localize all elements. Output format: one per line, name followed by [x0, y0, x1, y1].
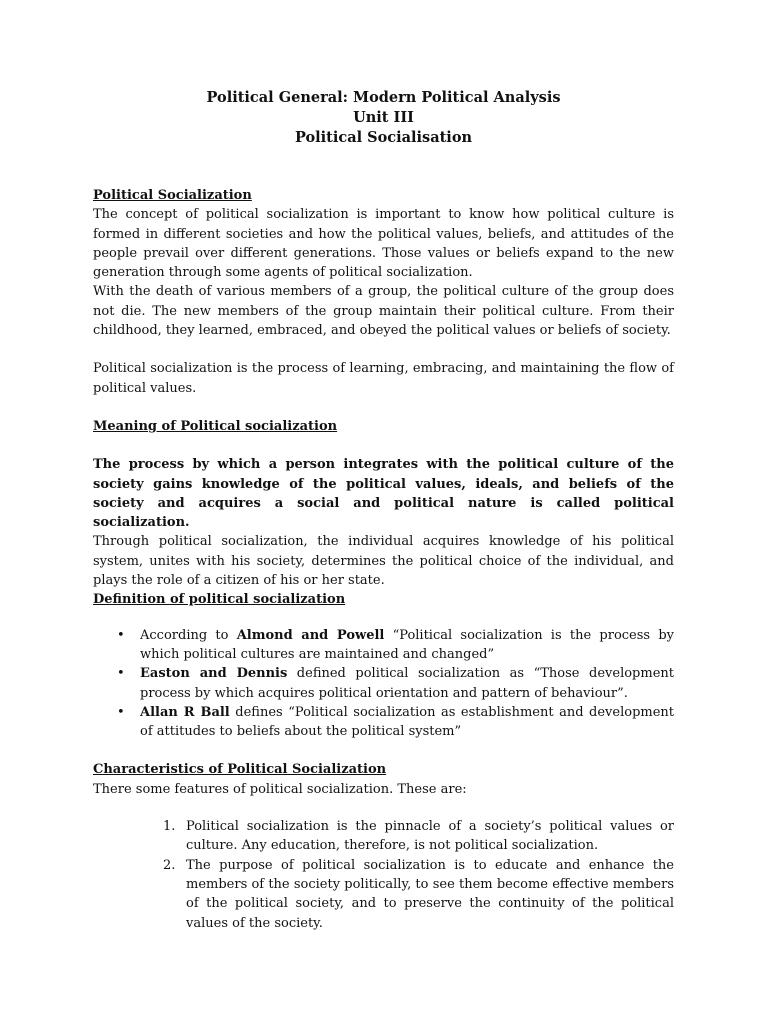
- list-item: 1. Political socialization is the pinnacle of a society’s political values or culture. Any education, therefore, is not political socialization.: [163, 819, 674, 854]
- section-characteristics: [93, 760, 674, 932]
- section-heading: Meaning of Political socialization: [93, 418, 338, 434]
- list-item: • Allan R Ball defines “Political socialization as establishment and development of attitudes to beliefs about the political system”: [117, 704, 675, 740]
- definition-list: [93, 626, 674, 742]
- title-line-unit: Unit III: [353, 109, 414, 126]
- list-item: 2. The purpose of political socialization is to educate and enhance the members of the society politically, to see them become effective members of the political society, and to preserve the continuity of the political values of the society.: [163, 857, 674, 931]
- paragraph: Political socialization is the process of learning, embracing, and maintaining the flow of political values.: [93, 361, 674, 396]
- section-heading: Definition of political socialization: [93, 592, 346, 608]
- section-political-socialization: [93, 186, 674, 398]
- list-number: 2.: [163, 857, 176, 873]
- author-name: Almond and Powell: [236, 627, 385, 643]
- author-name: Easton and Dennis: [140, 666, 288, 682]
- paragraph: There some features of political socialization. These are:: [93, 781, 467, 797]
- bullet-icon: •: [117, 704, 125, 720]
- list-number: 1.: [163, 819, 176, 835]
- characteristics-list: [93, 817, 674, 933]
- bullet-icon: •: [117, 627, 125, 643]
- paragraph: With the death of various members of a group, the political culture of the group does not die. The new members of the group maintain their political culture. From their childhood, they learned, embraced, and obeyed the political values or beliefs of society.: [93, 284, 674, 339]
- list-item: • Easton and Dennis defined political socialization as “Those development process by which acquires political orientation and pattern of behaviour”.: [117, 666, 674, 701]
- section-heading: Characteristics of Political Socialization: [93, 762, 387, 778]
- definition-paragraph: The process by which a person integrates with the political culture of the society gains knowledge of the political values, ideals, and beliefs of the society and acquires a social and political nature is called political socialization.: [93, 457, 674, 531]
- bullet-icon: •: [117, 666, 125, 682]
- title-line-course: Political General: Modern Political Analysis: [206, 89, 561, 106]
- document-title: [93, 88, 674, 148]
- paragraph: Through political socialization, the individual acquires knowledge of his political system, unites with his society, determines the political choice of the individual, and plays the role of a citizen of his or her state.: [93, 534, 674, 589]
- section-definition: [93, 590, 674, 741]
- document-page: [93, 88, 674, 933]
- list-item: • According to Almond and Powell “Political socialization is the process by which political cultures are maintained and changed”: [117, 627, 674, 662]
- section-meaning: [93, 417, 674, 590]
- author-name: Allan R Ball: [140, 704, 230, 720]
- title-line-topic: Political Socialisation: [294, 129, 473, 146]
- paragraph: The concept of political socialization is important to know how political culture is formed in different societies and how the political values, beliefs, and attitudes of the people prevail over different generations. Those values or beliefs expand to the new generation through some agents of political socialization.: [93, 207, 674, 281]
- section-heading: Political Socialization: [93, 188, 252, 203]
